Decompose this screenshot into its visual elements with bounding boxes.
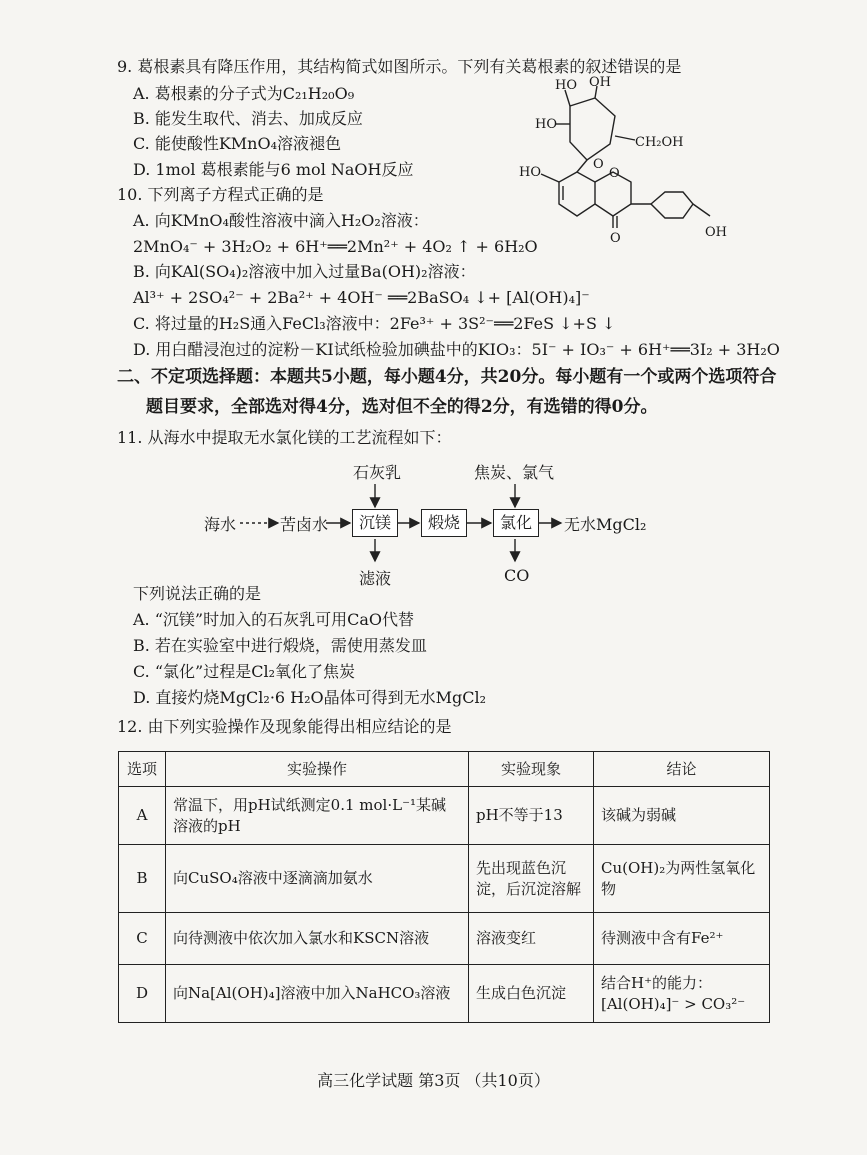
row-b-operation: 向CuSO₄溶液中逐滴滴加氨水: [166, 845, 469, 913]
table-row: [119, 913, 770, 965]
table-row: [119, 965, 770, 1023]
mol-label-o-carbonyl: O: [610, 231, 621, 246]
row-b-phenomenon: 先出现蓝色沉淀，后沉淀溶解: [469, 845, 594, 913]
q11-stem: 11. 从海水中提取无水氯化镁的工艺流程如下：: [117, 428, 452, 447]
q9-option-b: B. 能发生取代、消去、加成反应: [133, 109, 363, 128]
header-operation: 实验操作: [166, 752, 469, 787]
row-a-operation: 常温下，用pH试纸测定0.1 mol·L⁻¹某碱溶液的pH: [166, 787, 469, 845]
section2-heading-line2: 题目要求，全部选对得4分，选对但不全的得2分，有选错的得0分。: [146, 397, 658, 417]
table-row: [119, 787, 770, 845]
table-header-row: [119, 752, 770, 787]
flow-output-filtrate: 滤液: [359, 569, 392, 588]
row-d-option: D: [119, 965, 166, 1023]
flow-brine: 苦卤水: [280, 515, 329, 534]
row-c-option: C: [119, 913, 166, 965]
mol-label-ho-1: HO: [555, 78, 577, 93]
q10-option-d: D. 用白醋浸泡过的淀粉－KI试纸检验加碘盐中的KIO₃：5I⁻ + IO₃⁻ + 6H⁺══3I₂ + 3H₂O: [133, 340, 780, 359]
row-b-conclusion: Cu(OH)₂为两性氢氧化物: [594, 845, 770, 913]
flow-input-coke-chlorine: 焦炭、氯气: [474, 463, 555, 482]
q12-stem: 12. 由下列实验操作及现象能得出相应结论的是: [117, 717, 452, 736]
row-c-operation: 向待测液中依次加入氯水和KSCN溶液: [166, 913, 469, 965]
q11-option-c: C. “氯化”过程是Cl₂氧化了焦炭: [133, 662, 355, 681]
mol-label-ch2oh: CH₂OH: [635, 135, 684, 150]
q10-stem: 10. 下列离子方程式正确的是: [117, 185, 324, 204]
header-phenomenon: 实验现象: [469, 752, 594, 787]
section2-heading-line1: 二、不定项选择题：本题共5小题，每小题4分，共20分。每小题有一个或两个选项符合: [117, 367, 777, 387]
q11-option-d: D. 直接灼烧MgCl₂·6 H₂O晶体可得到无水MgCl₂: [133, 688, 487, 707]
flow-input-lime-milk: 石灰乳: [353, 463, 402, 482]
header-option: 选项: [119, 752, 166, 787]
row-d-phenomenon: 生成白色沉淀: [469, 965, 594, 1023]
mol-label-ho-2: HO: [535, 117, 557, 132]
q9-option-a: A. 葛根素的分子式为C₂₁H₂₀O₉: [133, 84, 355, 103]
row-c-conclusion: 待测液中含有Fe²⁺: [594, 913, 770, 965]
flow-step-chlorinate: 氯化: [493, 509, 539, 537]
page-footer: 高三化学试题 第3页 （共10页）: [317, 1071, 550, 1090]
q9-option-c: C. 能使酸性KMnO₄溶液褪色: [133, 134, 342, 153]
q11-option-b: B. 若在实验室中进行煅烧，需使用蒸发皿: [133, 636, 427, 655]
q10-equation-b: Al³⁺ + 2SO₄²⁻ + 2Ba²⁺ + 4OH⁻ ══2BaSO₄ ↓+ [Al(OH)₄]⁻: [133, 288, 590, 307]
row-a-conclusion: 该碱为弱碱: [594, 787, 770, 845]
q10-option-c: C. 将过量的H₂S通入FeCl₃溶液中：2Fe³⁺ + 3S²⁻══2FeS ↓+S ↓: [133, 314, 616, 333]
header-conclusion: 结论: [594, 752, 770, 787]
flow-step-precipitate-mg: 沉镁: [352, 509, 398, 537]
mol-label-o-pyran: O: [609, 166, 620, 181]
table-row: [119, 845, 770, 913]
flow-seawater: 海水: [204, 515, 237, 534]
mol-label-o-ring: O: [593, 157, 604, 172]
q11-option-a: A. “沉镁”时加入的石灰乳可用CaO代替: [133, 610, 414, 629]
row-c-phenomenon: 溶液变红: [469, 913, 594, 965]
q10-option-a: A. 向KMnO₄酸性溶液中滴入H₂O₂溶液：: [133, 211, 429, 230]
mol-label-ho-3: HO: [519, 165, 541, 180]
row-a-phenomenon: pH不等于13: [469, 787, 594, 845]
row-a-option: A: [119, 787, 166, 845]
q9-option-d: D. 1mol 葛根素能与6 mol NaOH反应: [133, 160, 414, 179]
q10-equation-a: 2MnO₄⁻ + 3H₂O₂ + 6H⁺══2Mn²⁺ + 4O₂ ↑ + 6H₂O: [133, 237, 538, 256]
row-d-operation: 向Na[Al(OH)₄]溶液中加入NaHCO₃溶液: [166, 965, 469, 1023]
q10-option-b: B. 向KAl(SO₄)₂溶液中加入过量Ba(OH)₂溶液：: [133, 262, 476, 281]
flow-product: 无水MgCl₂: [564, 515, 647, 534]
mol-label-oh-phenyl: OH: [705, 225, 727, 240]
q11-prompt: 下列说法正确的是: [133, 584, 262, 603]
mol-label-oh-1: OH: [589, 76, 611, 90]
row-d-conclusion: 结合H⁺的能力：[Al(OH)₄]⁻ > CO₃²⁻: [594, 965, 770, 1023]
flow-step-calcine: 煅烧: [421, 509, 467, 537]
q9-stem: 9. 葛根素具有降压作用，其结构简式如图所示。下列有关葛根素的叙述错误的是: [117, 57, 682, 76]
row-b-option: B: [119, 845, 166, 913]
q12-experiment-table: [118, 751, 770, 1023]
flow-output-co: CO: [504, 566, 530, 585]
